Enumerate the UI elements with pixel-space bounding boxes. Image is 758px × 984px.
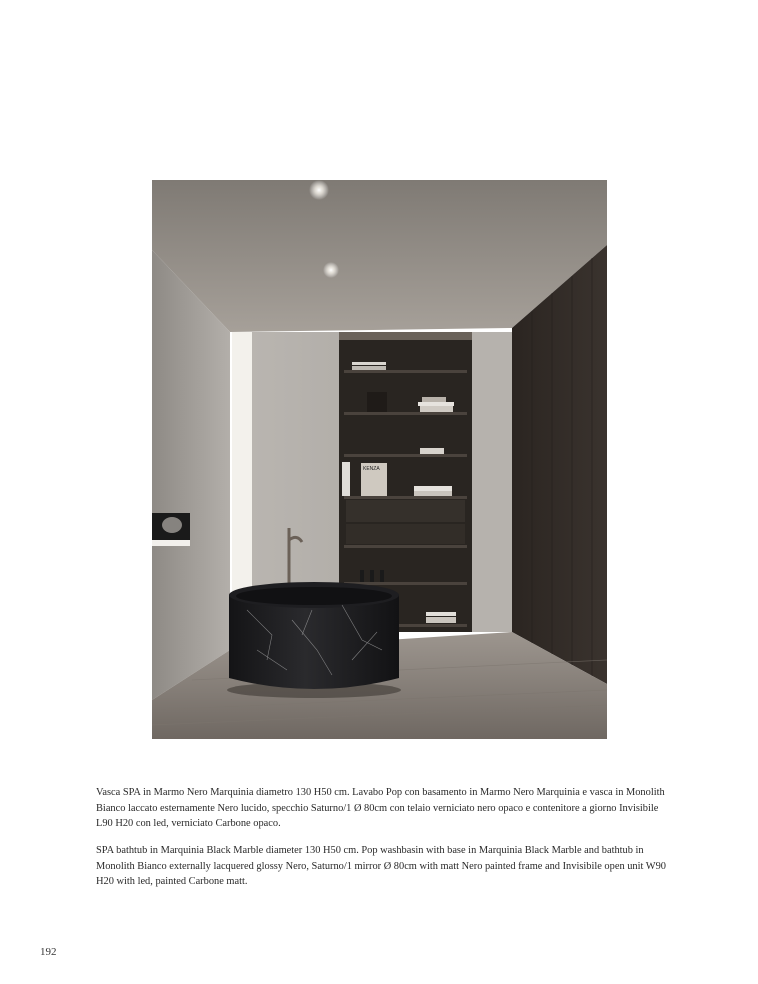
wall-niche-frame <box>152 540 190 546</box>
caption-english: SPA bathtub in Marquinia Black Marble diameter 130 H50 cm. Pop washbasin with base in Marquinia Black Marble and bathtub in Monolith Bianco externally lacquered glossy Nero, Saturno/1 mirror Ø 80cm with matt Nero painted frame and Invisibile open unit W90 H20 with led, painted Carbone matt. <box>96 845 667 887</box>
wall-niche-glow <box>162 517 182 533</box>
ceiling-spotlight <box>309 180 329 200</box>
drawers <box>346 500 465 544</box>
caption-italian: Vasca SPA in Marmo Nero Marquinia diametro 130 H50 cm. Lavabo Pop con basamento in Marmo Nero Marquinia e vasca in Monolith Bianco laccato esternamente Nero lucido, specchio Saturno/1 Ø 80cm con telaio verniciato nero opaco e contenitore a giorno Invisibile L90 H20 con led, verniciato Carbone opaco. <box>96 787 665 829</box>
svg-text:KENZA: KENZA <box>363 466 380 472</box>
marble-bathtub <box>227 582 401 698</box>
pillar <box>472 332 512 632</box>
page-number: 192 <box>40 946 57 958</box>
ceiling-spotlight <box>323 262 339 278</box>
niche-glow <box>339 332 472 340</box>
bathroom-photo <box>152 180 607 739</box>
